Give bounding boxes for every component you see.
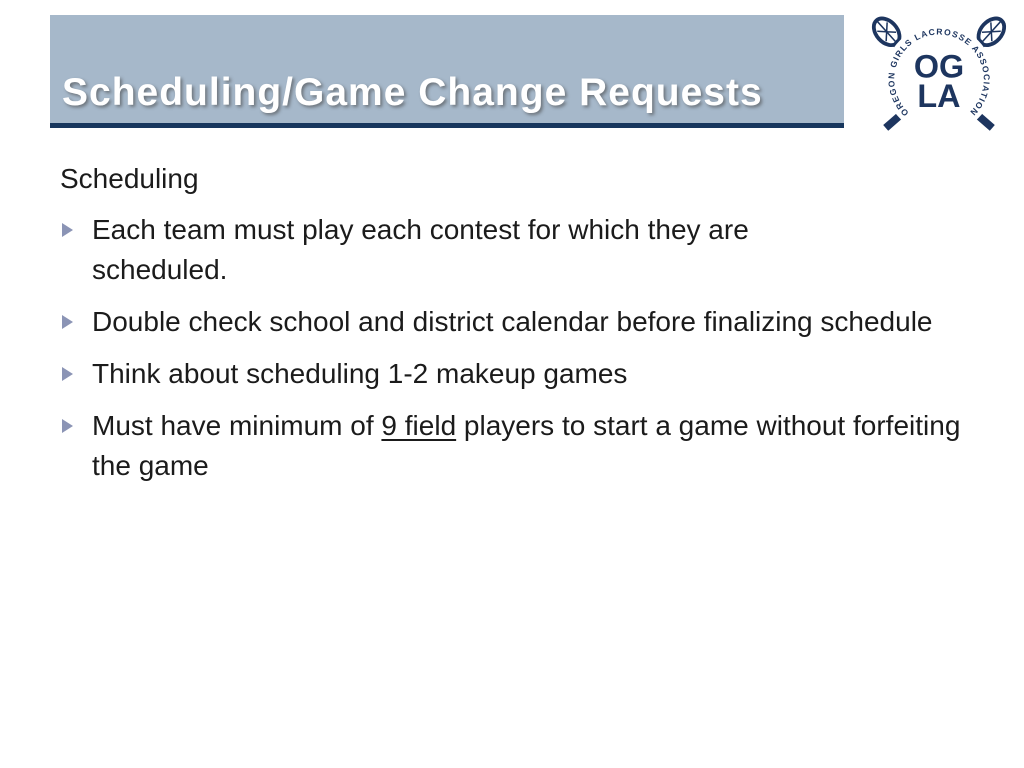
bullet-text: Double check school and district calendar before finalizing schedule — [92, 306, 933, 337]
bullet-triangle-icon — [62, 315, 73, 329]
bullet-list — [60, 210, 980, 486]
bullet-triangle-icon — [62, 419, 73, 433]
slide-title: Scheduling/Game Change Requests — [62, 71, 763, 114]
bullet-text: Must have minimum of — [92, 410, 382, 441]
bullet-text: players to start a game without forfeiting the game — [92, 410, 961, 481]
bullet-text: Think about scheduling 1-2 makeup games — [92, 358, 628, 389]
title-bar — [50, 15, 844, 128]
bullet-triangle-icon — [62, 367, 73, 381]
list-item — [60, 406, 980, 486]
lacrosse-logo-icon — [862, 8, 1016, 146]
underlined-text: 9 field — [381, 410, 457, 441]
bullet-triangle-icon — [62, 223, 73, 237]
logo-arc-text: OREGON GIRLS LACROSSE ASSOCIATION — [886, 26, 992, 119]
list-item — [60, 354, 980, 394]
list-item — [60, 210, 882, 290]
logo-monogram-la: LA — [917, 77, 961, 114]
logo-monogram-og: OG — [913, 48, 965, 85]
slide-body — [60, 162, 980, 498]
bullet-text: Each team must play each contest for which they are scheduled. — [92, 214, 749, 285]
ogla-logo — [862, 8, 1016, 146]
list-item — [60, 302, 972, 342]
section-heading: Scheduling — [60, 163, 199, 194]
